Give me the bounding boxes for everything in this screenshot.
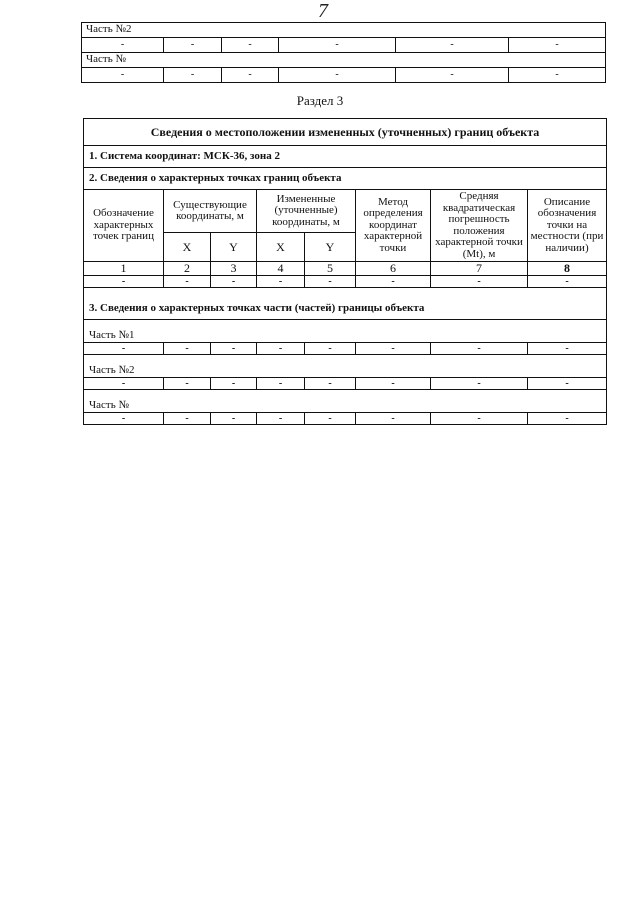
spacer-row	[84, 320, 607, 330]
dash-cell: -	[164, 413, 211, 425]
dash-cell: -	[257, 413, 305, 425]
part-label-row	[82, 53, 606, 68]
dash-cell: -	[211, 276, 257, 288]
dash-cell: -	[257, 378, 305, 390]
dash-row	[84, 413, 607, 425]
dash-cell: -	[528, 343, 607, 355]
parts-heading-row	[84, 298, 607, 320]
dash-cell: -	[84, 276, 164, 288]
column-number: 7	[431, 262, 528, 276]
dash-cell: -	[528, 378, 607, 390]
column-number: 2	[164, 262, 211, 276]
col-designation: Обозначение характерных точек границ	[84, 190, 164, 262]
col-changed: Измененные (уточненные) координаты, м	[257, 190, 356, 233]
column-number: 6	[356, 262, 431, 276]
dash-cell: -	[396, 38, 509, 53]
col-existing-y: Y	[211, 233, 257, 262]
column-number: 4	[257, 262, 305, 276]
dash-cell: -	[164, 276, 211, 288]
dash-cell: -	[356, 343, 431, 355]
col-changed-x: X	[257, 233, 305, 262]
table-title: Сведения о местоположении измененных (уточненных) границ объекта	[84, 119, 607, 146]
dash-cell: -	[257, 343, 305, 355]
col-changed-y: Y	[305, 233, 356, 262]
dash-cell: -	[222, 38, 279, 53]
continuation-table	[81, 22, 606, 83]
dash-cell: -	[431, 378, 528, 390]
dash-cell: -	[84, 413, 164, 425]
dash-cell: -	[164, 378, 211, 390]
dash-row	[82, 68, 606, 83]
spacer-row	[84, 288, 607, 299]
boundary-table	[83, 118, 607, 425]
part-label: Часть №1	[84, 329, 607, 343]
coord-system: 1. Система координат: МСК-36, зона 2	[84, 146, 607, 168]
dash-cell: -	[509, 38, 606, 53]
column-number-row	[84, 262, 607, 276]
spacer-row	[84, 390, 607, 400]
dash-cell: -	[509, 68, 606, 83]
dash-row	[84, 378, 607, 390]
part-label-row	[82, 23, 606, 38]
dash-cell: -	[211, 378, 257, 390]
dash-cell: -	[279, 68, 396, 83]
dash-cell: -	[305, 276, 356, 288]
dash-cell: -	[82, 68, 164, 83]
spacer	[84, 288, 607, 299]
dash-cell: -	[164, 38, 222, 53]
dash-row	[84, 343, 607, 355]
parts-heading: 3. Сведения о характерных точках части (частей) границы объекта	[84, 298, 607, 320]
dash-cell: -	[82, 38, 164, 53]
dash-cell: -	[396, 68, 509, 83]
dash-cell: -	[305, 378, 356, 390]
dash-cell: -	[257, 276, 305, 288]
part-label-row	[84, 329, 607, 343]
col-existing: Существующие координаты, м	[164, 190, 257, 233]
part-label: Часть №2	[84, 364, 607, 378]
spacer	[84, 390, 607, 400]
dash-cell: -	[431, 343, 528, 355]
part-label-row	[84, 364, 607, 378]
col-existing-x: X	[164, 233, 211, 262]
dash-cell: -	[431, 413, 528, 425]
column-number: 5	[305, 262, 356, 276]
dash-cell: -	[356, 378, 431, 390]
dash-cell: -	[84, 378, 164, 390]
dash-cell: -	[211, 413, 257, 425]
dash-cell: -	[431, 276, 528, 288]
dash-cell: -	[305, 343, 356, 355]
dash-cell: -	[305, 413, 356, 425]
column-number: 3	[211, 262, 257, 276]
dash-row	[82, 38, 606, 53]
spacer	[84, 320, 607, 330]
dash-row	[84, 276, 607, 288]
table-title-row	[84, 119, 607, 146]
part-label: Часть №2	[82, 23, 606, 38]
part-label-row	[84, 399, 607, 413]
part-label: Часть №	[84, 399, 607, 413]
section-title: Раздел 3	[296, 93, 344, 108]
dash-cell: -	[164, 343, 211, 355]
dash-cell: -	[528, 276, 607, 288]
part-label: Часть №	[82, 53, 606, 68]
col-method: Метод определения координат характерной точки	[356, 190, 431, 262]
dash-cell: -	[84, 343, 164, 355]
points-heading: 2. Сведения о характерных точках границ объекта	[84, 168, 607, 190]
page-number: 7	[318, 0, 328, 22]
dash-cell: -	[356, 276, 431, 288]
column-number: 8	[528, 262, 607, 276]
dash-cell: -	[164, 68, 222, 83]
col-error: Средняя квадратическая погрешность положения характерной точки (Mt), м	[431, 190, 528, 262]
column-header-row	[84, 190, 607, 233]
points-heading-row	[84, 168, 607, 190]
column-number: 1	[84, 262, 164, 276]
dash-cell: -	[222, 68, 279, 83]
dash-cell: -	[356, 413, 431, 425]
dash-cell: -	[279, 38, 396, 53]
spacer-row	[84, 355, 607, 365]
col-description: Описание обозначения точки на местности (при наличии)	[528, 190, 607, 262]
spacer	[84, 355, 607, 365]
dash-cell: -	[211, 343, 257, 355]
coord-system-row	[84, 146, 607, 168]
dash-cell: -	[528, 413, 607, 425]
